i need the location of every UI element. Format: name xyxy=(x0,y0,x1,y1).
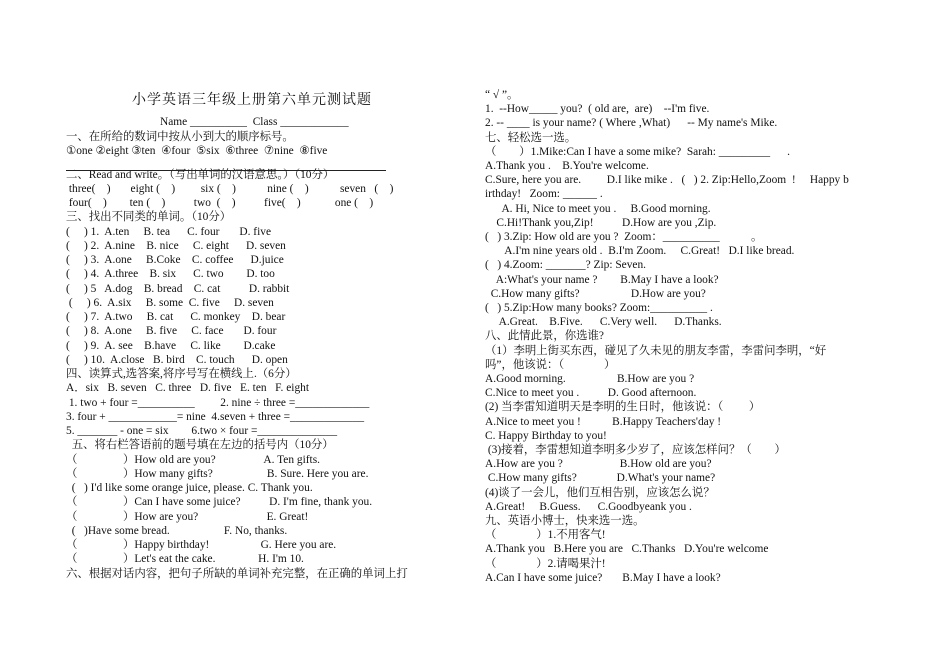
right-line-7: irthday! Zoom: ______ . xyxy=(485,188,603,201)
name-class-line: Name __________ Class ____________ xyxy=(160,116,349,128)
right-line-34: A.Can I have some juice? B.May I have a look? xyxy=(485,571,721,584)
right-line-33: （ ）2.请喝果汁! xyxy=(485,557,606,570)
left-line-30: 六、根据对话内容，把句子所缺的单词补充完整，在正确的单词上打 xyxy=(66,567,408,580)
right-line-13: A:What's your name ? B.May I have a look? xyxy=(485,273,719,286)
right-line-4: （ ）1.Mike:Can I have a some mike? Sarah: _________ . xyxy=(485,145,790,158)
left-line-14: ( ) 9. A. see B.have C. like D.cake xyxy=(66,339,276,352)
right-line-26: A.How are you ? B.How old are you? xyxy=(485,458,712,471)
left-line-4: four( ) ten ( ) two ( ) five( ) one ( ) xyxy=(66,197,374,209)
left-line-17: A．six B. seven C. three D. five E. ten F. eight xyxy=(66,382,310,395)
left-line-0: 一、在所给的数词中按从小到大的顺序标号。 xyxy=(66,131,294,143)
left-line-13: ( ) 8. A.one B. five C. face D. four xyxy=(66,325,277,338)
right-line-18: （1）李明上街买东西，碰见了久未见的朋友李雷，李雷问李明，“好 xyxy=(485,344,827,357)
left-line-2: 二、Read and write。（写出单词的汉语意思。）（10分） xyxy=(66,168,335,181)
left-line-6: ( ) 1. A.ten B. tea C. four D. five xyxy=(66,225,271,238)
left-line-23: （ ）How many gifts? B. Sure. Here you are. xyxy=(66,467,369,480)
right-line-10: ( ) 3.Zip: How old are you ? Zoom：__________ 。 xyxy=(485,231,763,243)
left-line-7: ( ) 2. A.nine B. nice C. eight D. seven xyxy=(66,239,286,252)
left-line-21: 五、将右栏答语前的题号填在左边的括号内（10分） xyxy=(66,439,334,452)
left-line-25: （ ）Can I have some juice? D. I'm fine, thank you. xyxy=(66,496,373,509)
left-line-11: ( ) 6. A.six B. some C. five D. seven xyxy=(66,296,274,309)
right-line-29: A.Great! B.Guess. C.Goodbyeank you . xyxy=(485,500,692,513)
right-line-6: C.Sure, here you are. D.I like mike . ( ) 2. Zip:Hello,Zoom ! Happy b xyxy=(485,174,849,187)
right-line-22: (2) 当李雷知道明天是李明的生日时，他该说：（ ） xyxy=(485,401,761,414)
page-title: 小学英语三年级上册第六单元测试题 xyxy=(132,93,372,108)
left-line-22: （ ）How old are you? A. Ten gifts. xyxy=(66,453,320,466)
right-line-28: (4)谈了一会儿，他们互相告别，应该怎么说？ xyxy=(485,486,715,499)
right-line-5: A.Thank you . B.You're welcome. xyxy=(485,160,649,172)
left-line-15: ( ) 10. A.close B. bird C. touch D. open xyxy=(66,353,288,366)
right-line-2: 2. -- ____ is your name? ( Where ,What) -- My name's Mike. xyxy=(485,117,778,130)
left-line-10: ( ) 5 A.dog B. bread C. cat D. rabbit xyxy=(66,282,290,295)
left-line-20: 5. _______ - one = six 6.two × four =______________ xyxy=(66,425,338,437)
right-line-21: C.Nice to meet you . D. Good afternoon. xyxy=(485,387,697,400)
left-line-19: 3. four + ____________= nine 4.seven + three =_____________ xyxy=(66,410,365,423)
right-line-1: 1. --How_____ you? ( old are, are) --I'm five. xyxy=(485,103,710,116)
left-line-3: three( ) eight ( ) six ( ) nine ( ) seven ( ) xyxy=(66,182,394,195)
right-line-17: 八、此情此景，你选谁? xyxy=(485,330,604,343)
right-line-23: A.Nice to meet you ! B.Happy Teachers'day ! xyxy=(485,415,722,428)
right-line-20: A.Good morning. B.How are you ? xyxy=(485,373,695,385)
left-line-16: 四、读算式,选答案,将序号写在横线上.（6分） xyxy=(66,368,297,380)
right-line-3: 七、轻松选一选。 xyxy=(485,131,577,144)
left-line-24: ( ) I'd like some orange juice, please. C. Thank you. xyxy=(66,482,313,494)
answer-rule xyxy=(66,170,386,171)
left-line-18: 1. two + four =__________ 2. nine ÷ three =_____________ xyxy=(66,396,370,409)
left-line-9: ( ) 4. A.three B. six C. two D. too xyxy=(66,268,275,281)
left-line-8: ( ) 3. A.one B.Coke C. coffee D.juice xyxy=(66,254,284,266)
left-line-1: ①one ②eight ③ten ④four ⑤six ⑥three ⑦nine ⑧five xyxy=(66,145,328,158)
right-line-27: C.How many gifts? D.What's your name? xyxy=(485,472,716,485)
left-line-5: 三、找出不同类的单词。（10分） xyxy=(66,211,232,224)
right-line-30: 九、英语小博士，快来选一选。 xyxy=(485,515,645,527)
left-line-26: （ ）How are you? E. Great! xyxy=(66,510,309,523)
right-line-24: C. Happy Birthday to you! xyxy=(485,429,607,442)
right-line-32: A.Thank you B.Here you are C.Thanks D.You're welcome xyxy=(485,543,769,556)
right-line-8: A. Hi, Nice to meet you . B.Good morning. xyxy=(485,202,711,215)
left-line-28: （ ）Happy birthday! G. Here you are. xyxy=(66,539,337,551)
right-line-11: A.I'm nine years old . B.I'm Zoom. C.Great! D.I like bread. xyxy=(485,245,795,258)
right-line-0: “ √ ”。 xyxy=(485,89,519,101)
right-line-19: 吗”，他该说：（ ） xyxy=(485,358,616,371)
right-line-15: ( ) 5.Zip:How many books? Zoom:__________ . xyxy=(485,302,713,314)
right-line-12: ( ) 4.Zoom: _______? Zip: Seven. xyxy=(485,259,647,272)
right-line-25: (3)接着，李雷想知道李明多少岁了，应该怎样问？（ ） xyxy=(485,444,786,456)
right-line-16: A.Great. B.Five. C.Very well. D.Thanks. xyxy=(485,316,722,329)
right-line-31: （ ）1.不用客气! xyxy=(485,529,606,542)
right-line-14: C.How many gifts? D.How are you? xyxy=(485,287,706,300)
left-line-12: ( ) 7. A.two B. cat C. monkey D. bear xyxy=(66,311,286,323)
right-line-9: C.Hi!Thank you,Zip! D.How are you ,Zip. xyxy=(485,216,717,229)
left-line-29: （ ）Let's eat the cake. H. I'm 10. xyxy=(66,553,304,566)
left-line-27: ( )Have some bread. F. No, thanks. xyxy=(66,524,288,537)
